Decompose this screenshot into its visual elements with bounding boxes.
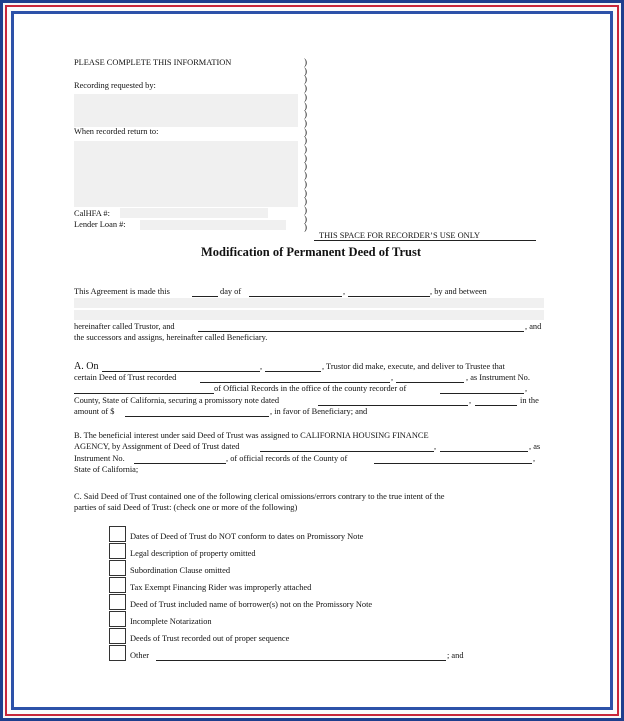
option-legal-description: Legal description of property omitted — [130, 549, 256, 558]
recorded-date-field[interactable] — [200, 382, 390, 383]
section-a-lead: A. On — [74, 361, 99, 372]
option-subordination: Subordination Clause omitted — [130, 566, 231, 575]
other-suffix: ; and — [447, 651, 464, 660]
section-a-text-1: , Trustor did make, execute, and deliver to Trustee that — [322, 362, 505, 371]
recording-requested-label: Recording requested by: — [74, 81, 156, 90]
section-b-text-4: , of official records of the County of — [226, 454, 348, 463]
return-to-label: When recorded return to: — [74, 127, 159, 136]
option-dates-mismatch: Dates of Deed of Trust do NOT conform to dates on Promissory Note — [130, 532, 364, 541]
amount-field[interactable] — [125, 416, 269, 417]
agreement-text-4: hereinafter called Trustor, and — [74, 322, 175, 331]
agreement-text-1: This Agreement is made this — [74, 287, 170, 296]
checkbox-sequence[interactable] — [109, 628, 126, 644]
and-text: , and — [525, 322, 542, 331]
checkbox-other[interactable] — [109, 645, 126, 661]
option-other: Other — [130, 651, 150, 660]
checkbox-dates-mismatch[interactable] — [109, 526, 126, 542]
checkbox-notarization[interactable] — [109, 611, 126, 627]
checkbox-legal-description[interactable] — [109, 543, 126, 559]
assignment-instrument-field[interactable] — [134, 463, 226, 464]
recorded-year-field[interactable] — [396, 382, 464, 383]
calhfa-field[interactable] — [120, 208, 268, 218]
option-tax-exempt-rider: Tax Exempt Financing Rider was improperly attached — [130, 583, 312, 592]
agreement-text-5: the successors and assigns, hereinafter called Beneficiary. — [74, 333, 268, 342]
other-field[interactable] — [156, 660, 446, 661]
please-complete-label: PLEASE COMPLETE THIS INFORMATION — [74, 58, 232, 67]
section-a-text-7: amount of $ — [74, 407, 115, 416]
recorder-bracket: ) ) ) ) ) ) ) ) ) ) ) ) ) ) ) ) ) ) ) ) — [304, 57, 307, 233]
comma: , — [525, 384, 528, 393]
assignment-date-field[interactable] — [260, 451, 434, 452]
beneficiary-field[interactable] — [198, 331, 524, 332]
comma: , — [533, 454, 536, 463]
trustor-name-field-2[interactable] — [74, 310, 544, 320]
comma: , — [391, 373, 394, 382]
section-a-text-8: , in favor of Beneficiary; and — [270, 407, 368, 416]
recording-requested-field[interactable] — [74, 94, 298, 127]
section-a-text-4: of Official Records in the office of the county recorder of — [214, 384, 407, 393]
section-b-text-3: Instrument No. — [74, 454, 125, 463]
trust-date-field[interactable] — [102, 371, 260, 372]
section-c-text-1: C. Said Deed of Trust contained one of the following clerical omissions/errors contrary to the true intent of the — [74, 492, 445, 501]
document-title: Modification of Permanent Deed of Trust — [201, 245, 421, 259]
option-notarization: Incomplete Notarization — [130, 617, 212, 626]
section-a-text-2: certain Deed of Trust recorded — [74, 373, 177, 382]
county-recorder-field[interactable] — [440, 393, 524, 394]
lender-loan-field[interactable] — [140, 220, 286, 230]
return-to-field[interactable] — [74, 141, 298, 207]
section-a-text-6: in the — [520, 396, 539, 405]
option-borrower-name: Deed of Trust included name of borrower(s) not on the Promissory Note — [130, 600, 373, 609]
assignment-year-field[interactable] — [440, 451, 528, 452]
assignment-county-field[interactable] — [374, 463, 532, 464]
section-a-text-3: , as Instrument No. — [466, 373, 530, 382]
lender-loan-label: Lender Loan #: — [74, 220, 126, 229]
instrument-no-field[interactable] — [74, 393, 214, 394]
as-text: , as — [529, 442, 541, 451]
checkbox-tax-exempt-rider[interactable] — [109, 577, 126, 593]
option-sequence: Deeds of Trust recorded out of proper sequence — [130, 634, 290, 643]
note-date-field[interactable] — [318, 405, 468, 406]
comma: , — [260, 362, 263, 371]
section-a-text-5: County, State of California, securing a promissory note dated — [74, 396, 280, 405]
comma: , — [343, 287, 346, 296]
checkbox-borrower-name[interactable] — [109, 594, 126, 610]
calhfa-label: CalHFA #: — [74, 209, 110, 218]
document-page — [20, 22, 602, 698]
agreement-month-field[interactable] — [249, 296, 342, 297]
comma: , — [469, 396, 472, 405]
trustor-name-field-1[interactable] — [74, 298, 544, 308]
agreement-day-field[interactable] — [192, 296, 218, 297]
agreement-year-field[interactable] — [348, 296, 430, 297]
trust-year-field[interactable] — [265, 371, 321, 372]
recorder-space-label: THIS SPACE FOR RECORDER’S USE ONLY — [319, 231, 481, 240]
comma: , — [434, 442, 437, 451]
section-b-text-5: State of California; — [74, 465, 139, 474]
note-year-field[interactable] — [475, 405, 517, 406]
agreement-text-2: day of — [220, 287, 242, 296]
agreement-text-3: , by and between — [430, 287, 487, 296]
recorder-divider — [314, 240, 536, 241]
section-b-text-1: B. The beneficial interest under said Deed of Trust was assigned to CALIFORNIA HOUSING FINANCE — [74, 431, 429, 440]
checkbox-subordination[interactable] — [109, 560, 126, 576]
section-c-text-2: parties of said Deed of Trust: (check one or more of the following) — [74, 503, 298, 512]
section-b-text-2: AGENCY, by Assignment of Deed of Trust dated — [74, 442, 240, 451]
